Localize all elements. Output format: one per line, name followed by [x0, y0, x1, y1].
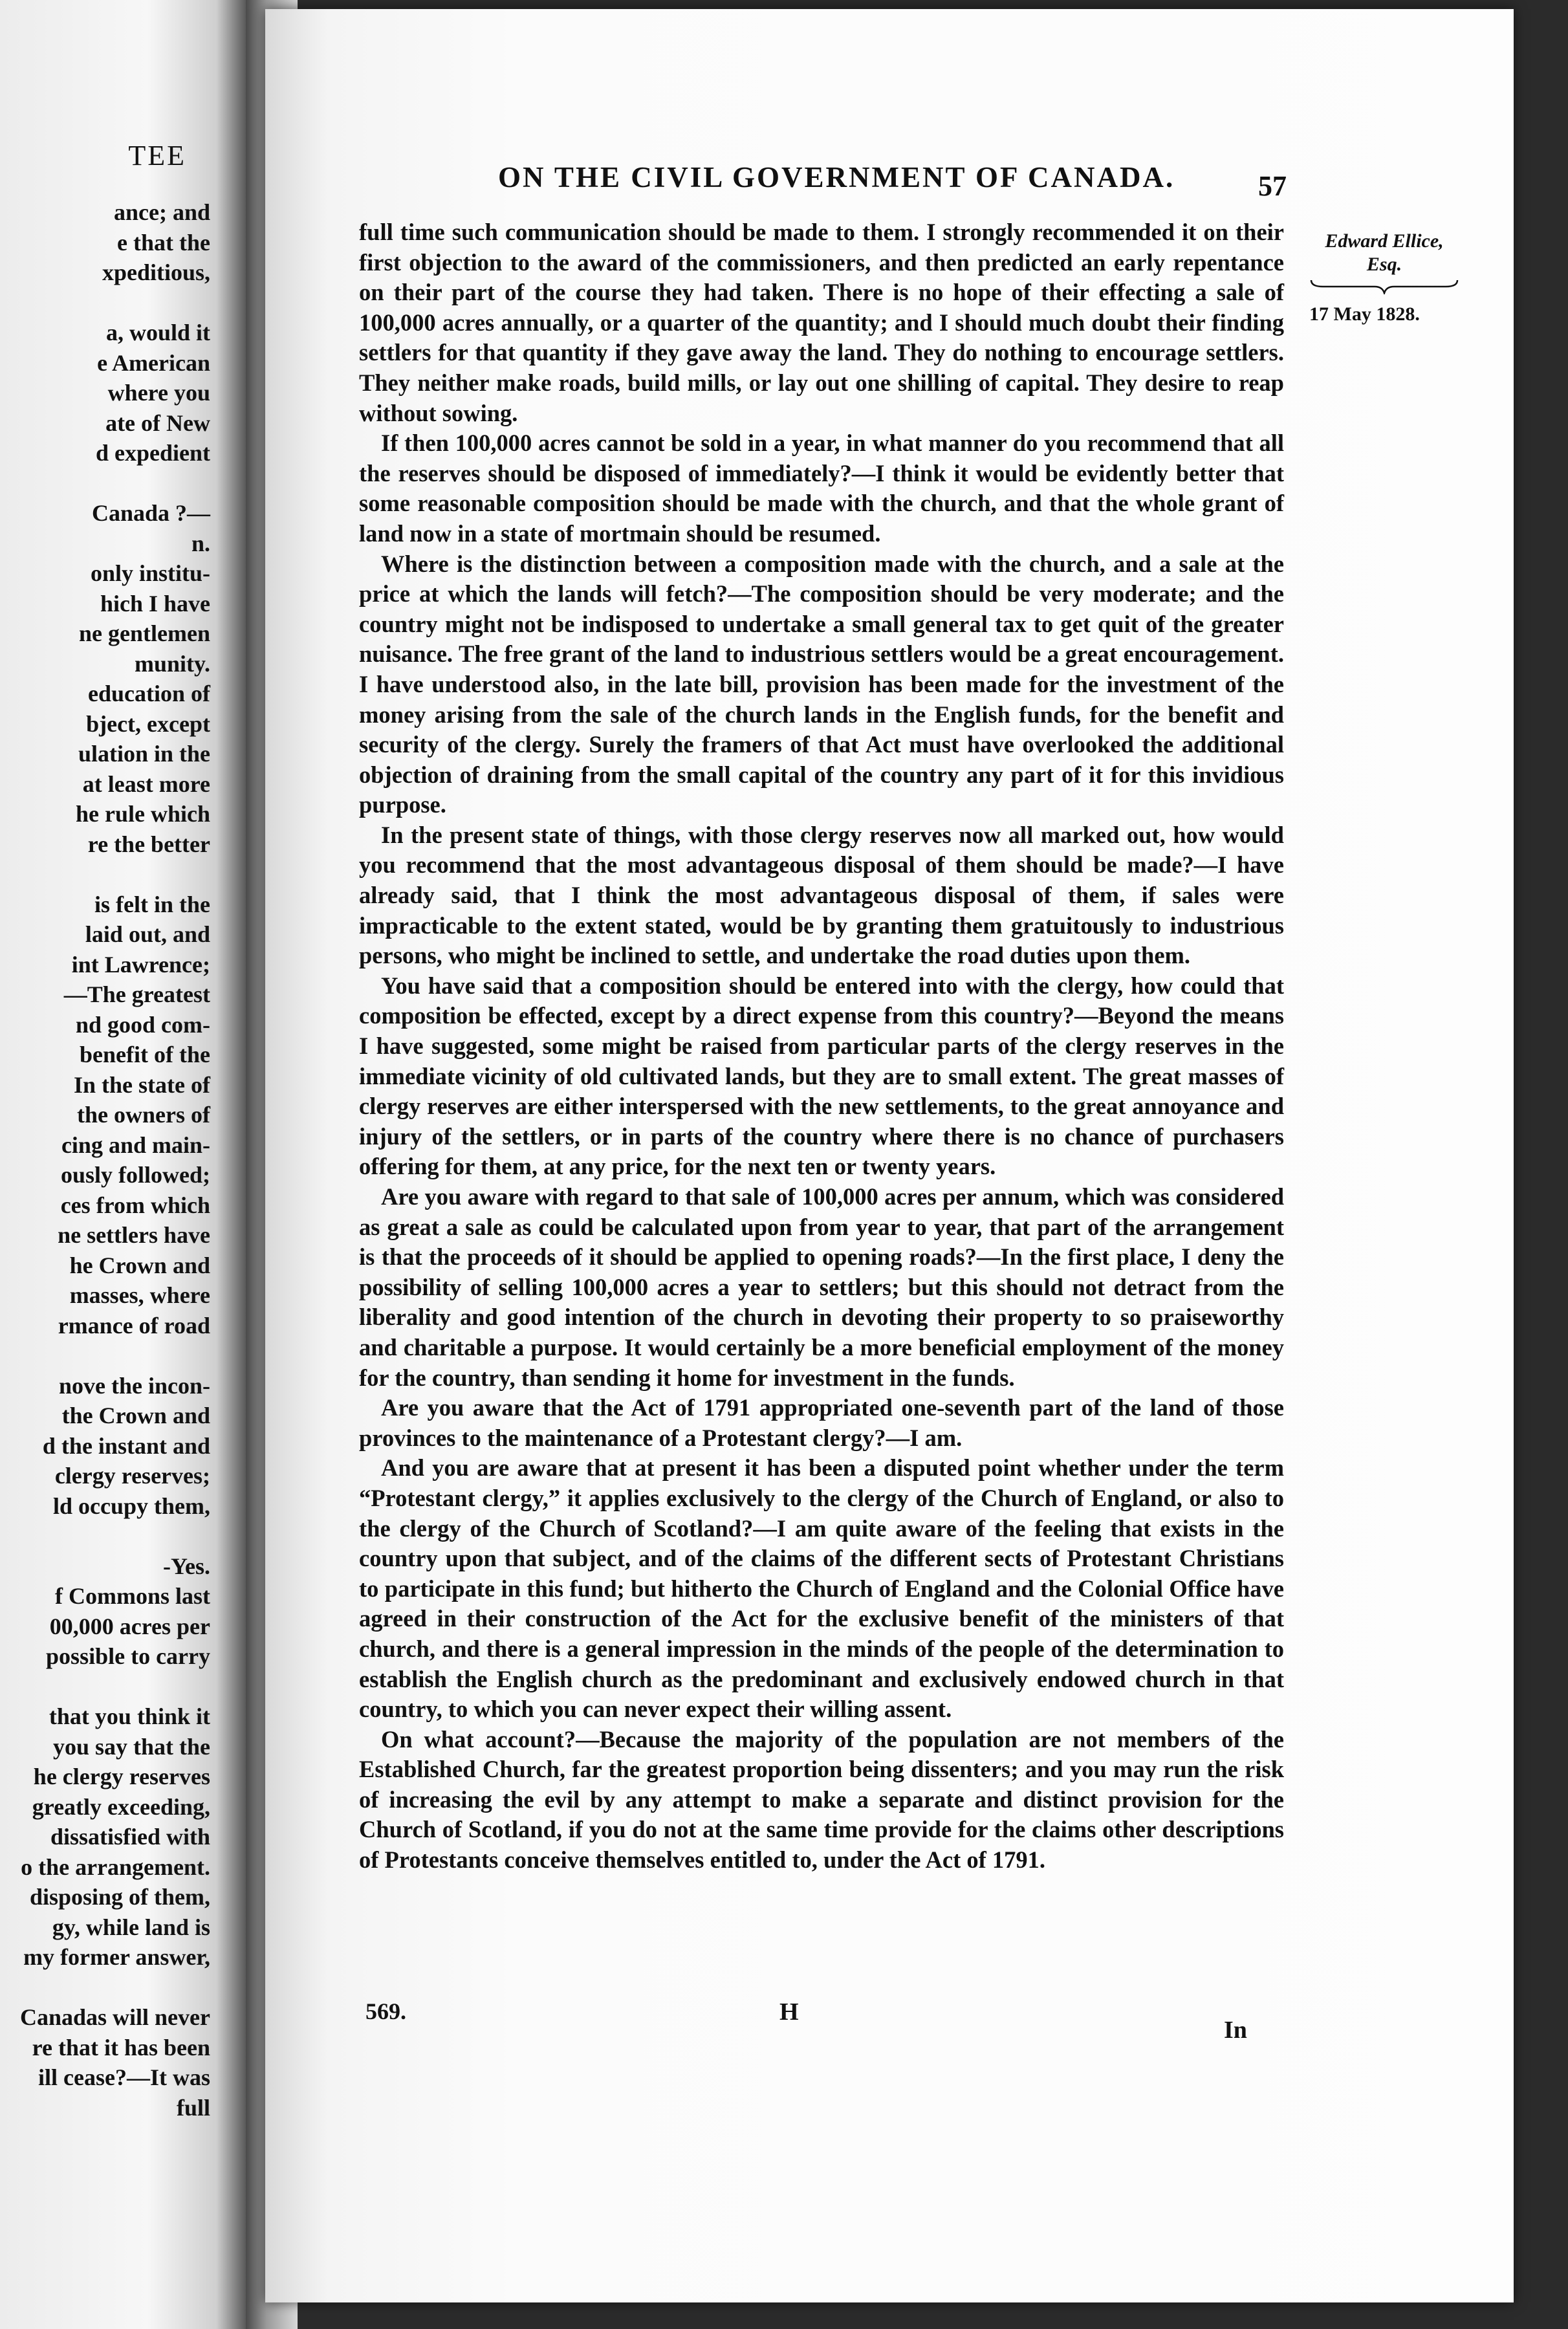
- left-page-line: laid out, and: [85, 921, 210, 947]
- left-page-line: is felt in the: [94, 891, 210, 917]
- left-page-line: re the better: [87, 831, 210, 857]
- left-page-line: [0, 1973, 210, 2003]
- left-page-line: the Crown and: [61, 1403, 210, 1428]
- left-page-line: benefit of the: [80, 1042, 210, 1067]
- left-page-line: you say that the: [52, 1733, 210, 1760]
- left-page-line: —The greatest: [63, 981, 210, 1007]
- left-page-line: cing and main-: [61, 1132, 210, 1158]
- left-page-line: clergy reserves;: [54, 1463, 210, 1489]
- signature-mark: 569.: [365, 1998, 406, 2024]
- left-page-line: my former answer,: [23, 1944, 210, 1970]
- left-page-line: xpeditious,: [102, 259, 210, 285]
- left-page-line: only institu-: [90, 560, 210, 586]
- witness-name: [1300, 230, 1468, 276]
- left-page-header: TEE: [128, 140, 186, 171]
- left-page-line: n.: [191, 530, 210, 556]
- page-title: ON THE CIVIL GOVERNMENT OF CANADA.: [498, 161, 1175, 193]
- margin-note: [1300, 230, 1468, 325]
- left-page-line: ate of New: [105, 410, 210, 436]
- left-page-line: f Commons last: [55, 1583, 210, 1609]
- left-page-line: [0, 1340, 210, 1371]
- curly-brace-icon: [1310, 279, 1459, 294]
- left-page-line: [0, 1672, 210, 1702]
- left-page-line: masses, where: [69, 1282, 210, 1308]
- paragraph: Are you aware with regard to that sale of 100,000 acres per annum, which was considered as great a sale as could be calculated upon from year to year, that part of the arrangement is that the proceeds of it should be applied to opening roads?—In the first place, I deny the possibility of selling 100,000 acres a year to settlers; but this should not detract from the liberality and good intention of the church in devoting their property to so praiseworthy and charitable a purpose. It would certainly be a more beneficial employment of the money for the country, than sending it home for investment in the funds.: [359, 1183, 1284, 1391]
- left-page-line: full: [176, 2094, 210, 2121]
- left-page-line: rmance of road: [58, 1312, 210, 1339]
- paragraph: Are you aware that the Act of 1791 appropriated one-seventh part of the land of those provinces to the maintenance of a Protestant clergy?—I am.: [359, 1394, 1284, 1451]
- left-page-line: [0, 1521, 210, 1551]
- left-page-line: dissatisfied with: [50, 1824, 210, 1850]
- left-page-text: [0, 197, 210, 2123]
- gathering-mark: H: [779, 1998, 799, 2026]
- left-page-line: ne settlers have: [58, 1222, 210, 1248]
- left-page-line: at least more: [82, 771, 210, 797]
- left-page-line: ill cease?—It was: [38, 2064, 210, 2090]
- previous-page-fragment: [0, 0, 246, 2329]
- left-page-line: Canada ?—: [91, 500, 210, 526]
- testimony-date: 17 May 1828.: [1309, 303, 1420, 325]
- paragraph: full time such communication should be made to them. I strongly recommended it on their first objection to the award of the commissioners, and then predicted an early repentance on their part of the course they had taken. There is no hope of their effecting a sale of 100,000 acres annually, or a quarter of the quantity; and I should much doubt their finding settlers for that quantity if they gave away the land. They do nothing to encourage settlers. They neither make roads, build mills, or lay out one shilling of capital. They desire to reap without sowing.: [359, 219, 1284, 426]
- left-page-line: int Lawrence;: [71, 951, 210, 978]
- paragraph: Where is the distinction between a composition made with the church, and a sale at the price at which the lands will fetch?—The composition should be very moderate; and the country might not be indisposed to undertake a small general tax to get quit of the greater nuisance. The free grant of the land to industrious settlers would be a great encouragement. I have understood also, in the late bill, provision has been made for the investment of the money arising from the sale of the church lands in the English funds, for the benefit and security of the clergy. Surely the framers of that Act must have overlooked the additional objection of draining from the small capital of the country any part of it for this invidious purpose.: [359, 550, 1284, 818]
- paragraph: On what account?—Because the majority of the population are not members of the Established Church, far the greatest proportion being dissenters; and you may run the risk of increasing the evil by any attempt to make a separate and distinct provision for the Church of Scotland, if you do not at the same time provide for the claims other descriptions of Protestants conceive themselves entitled to, under the Act of 1791.: [359, 1725, 1284, 1874]
- left-page-line: nd good com-: [75, 1011, 210, 1038]
- left-page-line: o the arrangement.: [21, 1853, 210, 1880]
- left-page-line: disposing of them,: [29, 1884, 210, 1910]
- body-text: [359, 217, 1284, 1875]
- catchword: In: [1224, 2017, 1247, 2044]
- left-page-line: bject, except: [86, 710, 210, 737]
- left-page-line: [0, 288, 210, 318]
- left-page-line: the owners of: [77, 1102, 210, 1128]
- left-page-line: -Yes.: [163, 1553, 210, 1579]
- left-page-line: he clergy reserves: [33, 1764, 210, 1789]
- witness-name-line2: Esq.: [1366, 254, 1402, 275]
- left-page-line: he rule which: [75, 801, 210, 827]
- left-page-line: Canadas will never: [19, 2004, 210, 2030]
- left-page-line: re that it has been: [32, 2034, 210, 2061]
- left-page-line: a, would it: [105, 320, 210, 345]
- left-page-line: possible to carry: [46, 1643, 210, 1669]
- left-page-line: d expedient: [95, 440, 210, 466]
- left-page-line: d the instant and: [42, 1432, 210, 1459]
- paragraph: And you are aware that at present it has been a disputed point whether under the term “Protestant clergy,” it applies exclusively to the clergy of the Church of England, or also to the clergy of the Church of Scotland?—I am quite aware of the feeling that exists in the country upon that subject, and of the claims of the different sects of Protestant Christians to participate in this fund; but hitherto the Church of England and the Colonial Office have agreed in their construction of the Act for the exclusive benefit of the ministers of that church, and there is a general impression in the minds of the people of the determination to establish the English church as the predominant and exclusively endowed church in that country, to which you can never expect their willing assent.: [359, 1454, 1284, 1723]
- left-page-line: 00,000 acres per: [49, 1613, 210, 1639]
- paragraph: If then 100,000 acres cannot be sold in a year, in what manner do you recommend that all the reserves should be disposed of immediately?—I think it would be evidently better that some reasonable composition should be made with the church, and that the whole grant of land now in a state of mortmain should be resumed.: [359, 430, 1284, 547]
- left-page-line: education of: [88, 681, 210, 706]
- left-page-line: ulation in the: [78, 741, 210, 767]
- page-number: 57: [1258, 170, 1287, 202]
- left-page-line: e American: [97, 349, 210, 376]
- left-page-line: e that the: [117, 229, 210, 256]
- left-page-line: ne gentlemen: [79, 620, 210, 646]
- left-page-line: [0, 859, 210, 890]
- paragraph: You have said that a composition should be entered into with the clergy, how could that composition be effected, except by a direct expense from this country?—Beyond the means I have suggested, some might be raised from particular parts of the clergy reserves in the immediate vicinity of old cultivated lands, but they are to small extent. The great masses of clergy reserves are either interspersed with the new settlements, to the great annoyance and injury of the settlers, or in parts of the country where there is no chance of purchasers offering for them, at any price, for the next ten or twenty years.: [359, 972, 1284, 1180]
- left-page-line: In the state of: [74, 1071, 210, 1098]
- left-page-line: [0, 468, 210, 499]
- left-page-line: gy, while land is: [52, 1914, 210, 1940]
- left-page-line: ld occupy them,: [53, 1493, 210, 1519]
- left-page-line: he Crown and: [69, 1252, 210, 1278]
- left-page-line: ces from which: [60, 1192, 210, 1218]
- left-page-line: munity.: [134, 650, 210, 677]
- witness-name-line1: Edward Ellice,: [1325, 230, 1444, 252]
- left-page-line: ously followed;: [60, 1162, 210, 1188]
- left-page-line: where you: [107, 380, 210, 406]
- left-page-line: that you think it: [49, 1703, 210, 1729]
- left-page-line: greatly exceeding,: [32, 1793, 210, 1820]
- paragraph: In the present state of things, with those clergy reserves now all marked out, how would you recommend that the most advantageous disposal of them should be made?—I have already said, that I think the most advantageous disposal of them, if sales were impracticable to the extent stated, would be by granting them gratuitously to industrious persons, who might be inclined to settle, and undertake the road duties upon them.: [359, 821, 1284, 969]
- left-page-line: nove the incon-: [59, 1372, 210, 1399]
- left-page-line: hich I have: [100, 590, 210, 617]
- left-page-line: ance; and: [113, 199, 210, 225]
